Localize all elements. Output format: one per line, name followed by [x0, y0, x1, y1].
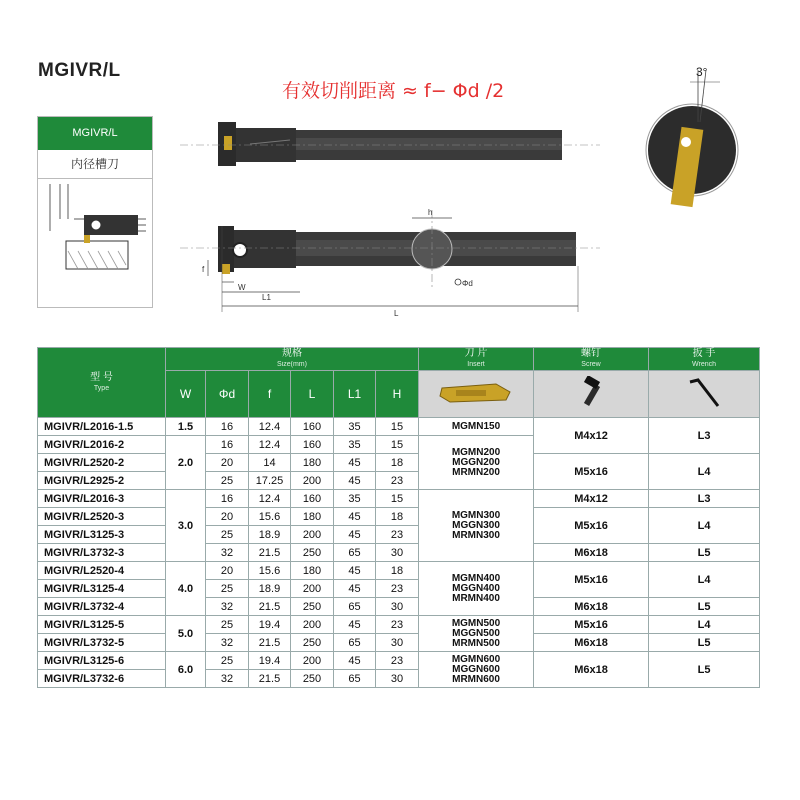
- wrench-cell: L3: [649, 490, 760, 508]
- small-bore-sketch: [38, 179, 152, 305]
- spec-table: [37, 347, 760, 688]
- hex-wrench-icon: [684, 376, 724, 410]
- col-l: L: [291, 371, 334, 418]
- h-dimension-label: h: [428, 208, 433, 217]
- screw-cell: M4x12: [534, 418, 649, 454]
- tool-holder-drawing: [180, 100, 620, 330]
- header-screw: 螺钉 Screw: [534, 348, 649, 371]
- length-label: L: [394, 309, 399, 318]
- type-legend-header: MGIVR/L: [38, 117, 152, 150]
- table-row: MGIVR/L3732-4 32 21.5 250 65 30 M6x18 L5: [38, 598, 760, 616]
- col-l1: L1: [334, 371, 376, 418]
- table-row: MGIVR/L2016-1.5 1.5 16 12.4 160 35 15 MGMN150 M4x12 L3: [38, 418, 760, 436]
- col-bore: Φd: [206, 371, 249, 418]
- insert-cell: MGMN400 MGGN400 MRMN400: [419, 562, 534, 616]
- wrench-cell: L4: [649, 508, 760, 544]
- insert-cell: MGMN150: [419, 418, 534, 436]
- header-type: 型 号 Type: [38, 348, 166, 418]
- screw-cell: M6x18: [534, 652, 649, 688]
- col-f: f: [249, 371, 291, 418]
- page-title: MGIVR/L: [38, 60, 121, 81]
- table-row: MGIVR/L2520-3 20 15.6 180 45 18 M5x16 L4: [38, 508, 760, 526]
- insert-cell: MGMN200 MGGN200 MRMN200: [419, 436, 534, 490]
- header-wrench: 扳 手 Wrench: [649, 348, 760, 371]
- screw-cell: M5x16: [534, 562, 649, 598]
- screw-image-cell: [534, 371, 649, 418]
- screw-cell: M6x18: [534, 598, 649, 616]
- table-row: MGIVR/L2925-2 25 17.25 200 45 23: [38, 472, 760, 490]
- wrench-cell: L5: [649, 544, 760, 562]
- table-row: MGIVR/L3125-5 5.0 25 19.4 200 45 23 MGMN500 MGGN500 MRMN500 M5x16 L4: [38, 616, 760, 634]
- table-row: MGIVR/L3125-4 25 18.9 200 45 23: [38, 580, 760, 598]
- screw-cell: M6x18: [534, 634, 649, 652]
- screw-cell: M4x12: [534, 490, 649, 508]
- wrench-image-cell: [649, 371, 760, 418]
- table-row: MGIVR/L2520-2 20 14 180 45 18 M5x16 L4: [38, 454, 760, 472]
- screw-cell: M5x16: [534, 616, 649, 634]
- table-row: MGIVR/L3732-3 32 21.5 250 65 30 M6x18 L5: [38, 544, 760, 562]
- wrench-cell: L5: [649, 634, 760, 652]
- table-row: MGIVR/L3732-6 32 21.5 250 65 30: [38, 670, 760, 688]
- bore-dimension-label: Φd: [462, 279, 473, 288]
- relief-angle-label: 3°: [696, 65, 708, 79]
- screw-cell: M6x18: [534, 544, 649, 562]
- screw-cell: M5x16: [534, 454, 649, 490]
- table-row: MGIVR/L2016-3 3.0 16 12.4 160 35 15 MGMN300 MGGN300 MRMN300 M4x12 L3: [38, 490, 760, 508]
- type-legend-subtitle: 内径槽刀: [38, 150, 152, 179]
- type-legend-box: [37, 116, 153, 308]
- screw-icon: [571, 376, 611, 410]
- wrench-cell: L3: [649, 418, 760, 454]
- insert-cell: MGMN600 MGGN600 MRMN600: [419, 652, 534, 688]
- wrench-cell: L5: [649, 652, 760, 688]
- insert-image-cell: [419, 371, 534, 418]
- header-insert: 刀 片 Insert: [419, 348, 534, 371]
- insert-cell: MGMN500 MGGN500 MRMN500: [419, 616, 534, 652]
- wrench-cell: L4: [649, 616, 760, 634]
- header-spec: 规格 Size(mm): [166, 348, 419, 371]
- effective-cutting-formula: 有效切削距离 ≈ f− Φd /2: [282, 80, 505, 102]
- wrench-cell: L4: [649, 454, 760, 490]
- l1-label: L1: [262, 293, 271, 302]
- insert-icon: [436, 378, 516, 408]
- table-row: MGIVR/L3125-6 6.0 25 19.4 200 45 23 MGMN600 MGGN600 MRMN600 M6x18 L5: [38, 652, 760, 670]
- table-row: MGIVR/L2016-2 2.0 16 12.4 160 35 15 MGMN200 MGGN200 MRMN200: [38, 436, 760, 454]
- insert-cell: MGMN300 MGGN300 MRMN300: [419, 490, 534, 562]
- col-h: H: [376, 371, 419, 418]
- screw-cell: M5x16: [534, 508, 649, 544]
- w-label: W: [238, 283, 246, 292]
- table-row: MGIVR/L2520-4 4.0 20 15.6 180 45 18 MGMN400 MGGN400 MRMN400 M5x16 L4: [38, 562, 760, 580]
- table-row: MGIVR/L3732-5 32 21.5 250 65 30 M6x18 L5: [38, 634, 760, 652]
- col-w: W: [166, 371, 206, 418]
- table-row: MGIVR/L3125-3 25 18.9 200 45 23: [38, 526, 760, 544]
- insert-angle-drawing: [640, 62, 760, 212]
- wrench-cell: L5: [649, 598, 760, 616]
- f-label: f: [202, 265, 205, 274]
- wrench-cell: L4: [649, 562, 760, 598]
